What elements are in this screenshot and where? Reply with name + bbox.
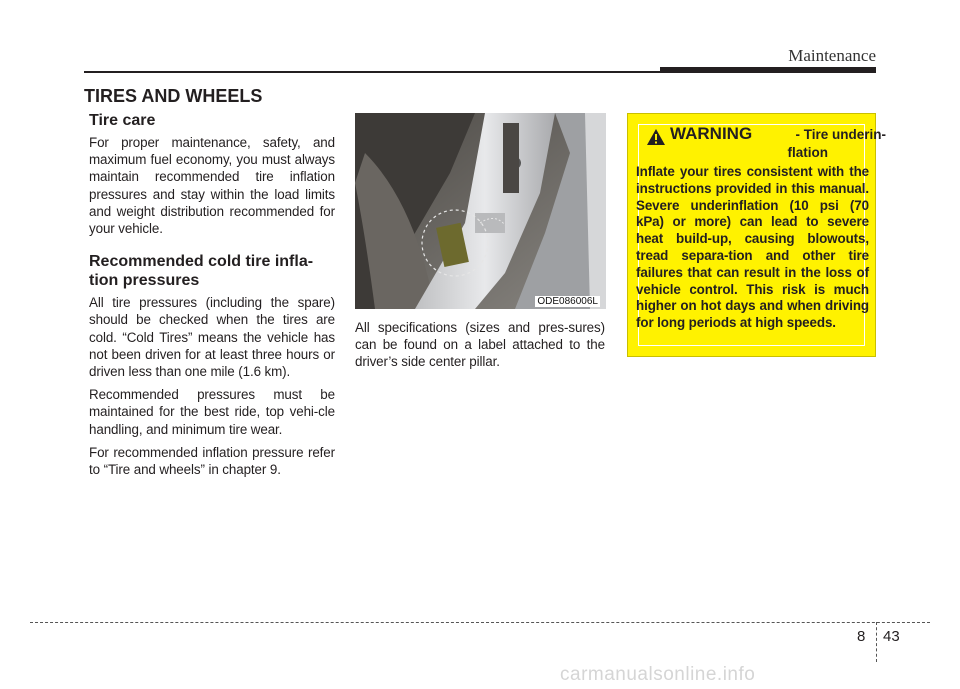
cold-pressure-paragraph: All tire pressures (including the spare) should be checked when the tires are cold. “Cold Tires” means the vehicle has not been driven for at least three hours or driven less than one mile (1.6 km). [89, 295, 335, 380]
header-rule [84, 71, 660, 73]
door-pillar-photo [355, 113, 606, 309]
cold-pressure-heading-text: Recommended cold tire infla- tion pressures [89, 253, 314, 290]
tire-care-body: For proper maintenance, safety, and maximum fuel economy, you must always maintain recommended tire inflation pressures and stay within the load limits and weight distribution recommended for your vehicle. [89, 135, 335, 237]
warning-subtitle-continued: flation [787, 145, 828, 160]
footer-divider [876, 622, 877, 662]
footer-rule [30, 622, 930, 623]
header-title: Maintenance [788, 46, 876, 65]
label-location-text: All specifications (sizes and pres-sures) can be found on a label attached to the driver’s side center pillar. [355, 320, 605, 370]
door-pillar-illustration [355, 113, 606, 309]
chapter-number: 8 [857, 628, 866, 645]
photo-caption: ODE086006L [537, 296, 598, 307]
warning-box [627, 113, 886, 357]
watermark: carmanualsonline.info [560, 664, 756, 685]
warning-body: Inflate your tires consistent with the instructions provided in this manual. Severe underinflation (10 psi (70 kPa) or more) can lead to severe heat build-up, causing blowouts, tread separa-tion and other tire failures that can result in the loss of vehicle control. This risk is much higher on hot days and when driving for long periods at high speeds. [636, 164, 869, 331]
tire-care-heading: Tire care [89, 112, 156, 129]
left-column [89, 111, 335, 484]
page-number: 43 [883, 628, 900, 645]
cold-pressure-heading [89, 252, 335, 290]
warning-word: WARNING [670, 124, 753, 143]
warning-subtitle: - Tire underin- [795, 127, 886, 142]
cold-pressure-paragraph: For recommended inflation pressure refer to “Tire and wheels” in chapter 9. [89, 444, 335, 478]
header-bar [660, 67, 876, 73]
section-title: TIRES AND WHEELS [84, 86, 263, 106]
cold-pressure-paragraph: Recommended pressures must be maintained for the best ride, top vehi-cle handling, and minimum tire wear. [89, 387, 335, 437]
